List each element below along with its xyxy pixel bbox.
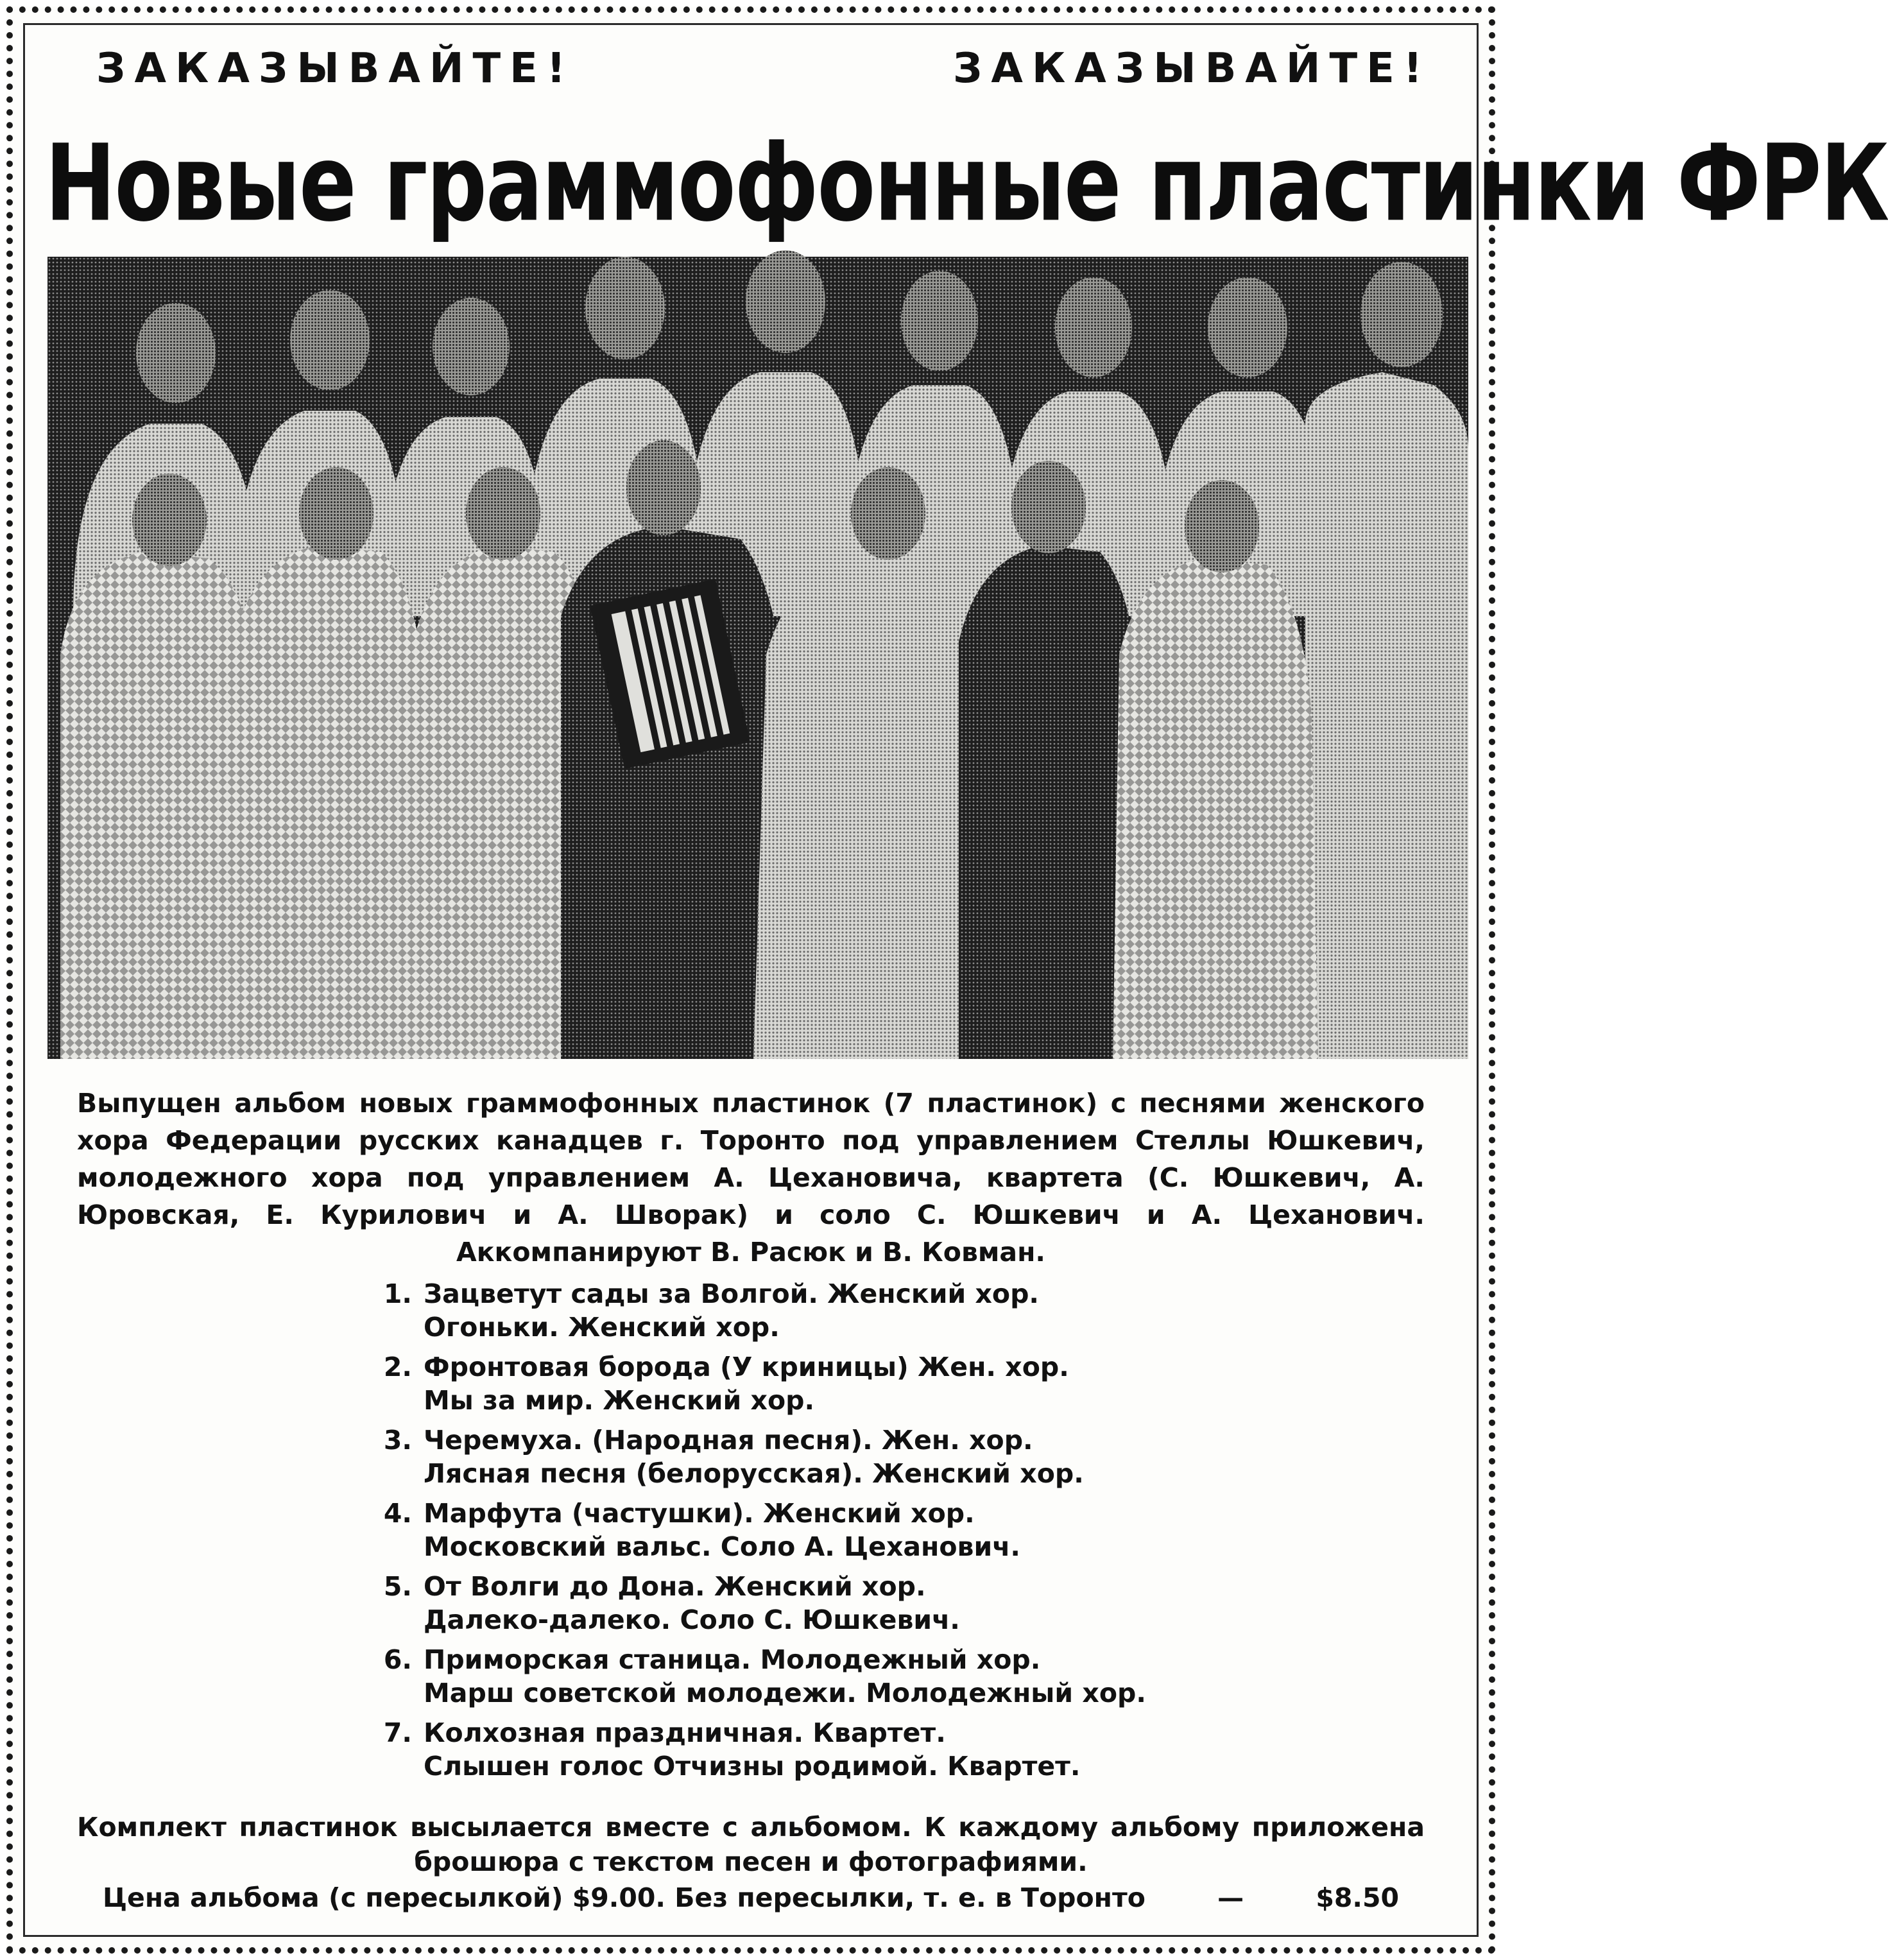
record-item	[372, 1497, 1271, 1563]
record-number: 5.	[383, 1571, 412, 1602]
record-side-a: Приморская станица. Молодежный хор.	[424, 1644, 1041, 1675]
record-number: 6.	[383, 1644, 412, 1675]
record-side-a: От Волги до Дона. Женский хор.	[424, 1571, 926, 1602]
record-number: 4.	[383, 1498, 412, 1529]
price-dash: —	[1217, 1882, 1244, 1913]
record-number: 1.	[383, 1278, 412, 1309]
record-list	[372, 1277, 1271, 1789]
ad-headline: Новые граммофонные пластинки ФРК	[45, 122, 1888, 246]
price-local: $8.50	[1316, 1882, 1399, 1913]
record-side-b: Далеко-далеко. Соло С. Юшкевич.	[424, 1604, 960, 1635]
record-side-b: Слышен голос Отчизны родимой. Квартет.	[424, 1751, 1081, 1782]
choir-group-photo	[47, 257, 1468, 1059]
record-side-a: Марфута (частушки). Женский хор.	[424, 1498, 975, 1529]
record-side-b: Огоньки. Женский хор.	[424, 1312, 780, 1343]
order-call-right: ЗАКАЗЫВАЙТЕ!	[952, 45, 1431, 92]
album-description: Выпущен альбом новых граммофонных пластинок (7 пластинок) с песнями женского хора Федерации русских канадцев г. Торонто под управлением Стеллы Юшкевич, молодежного хора под управлением А. Цехановича, квартета (С. Юшкевич, А. Юровская, Е. Курилович и А. Шворак) и соло С. Юшкевич и А. Цеханович. Аккомпанируют В. Расюк и В. Ковман.	[77, 1088, 1425, 1268]
record-side-b: Мы за мир. Женский хор.	[424, 1385, 815, 1416]
record-side-a: Зацветут сады за Волгой. Женский хор.	[424, 1278, 1039, 1309]
shipping-note: Комплект пластинок высылается вместе с альбомом. К каждому альбому приложена брошюра с текстом песен и фотографиями.	[77, 1812, 1425, 1877]
price-text: Цена альбома (с пересылкой) $9.00. Без пересылки, т. е. в Торонто	[103, 1882, 1146, 1913]
record-number: 3.	[383, 1425, 412, 1456]
record-item	[372, 1643, 1271, 1710]
record-side-a: Черемуха. (Народная песня). Жен. хор.	[424, 1425, 1033, 1456]
price-line	[103, 1880, 1399, 1915]
record-side-b: Московский вальс. Соло А. Цеханович.	[424, 1531, 1020, 1562]
record-item	[372, 1350, 1271, 1417]
record-number: 2.	[383, 1352, 412, 1382]
record-item	[372, 1423, 1271, 1490]
record-number: 7.	[383, 1717, 412, 1748]
record-item	[372, 1570, 1271, 1637]
record-item	[372, 1277, 1271, 1344]
record-side-a: Фронтовая борода (У криницы) Жен. хор.	[424, 1352, 1069, 1382]
order-call-left: ЗАКАЗЫВАЙТЕ!	[96, 45, 575, 92]
record-item	[372, 1716, 1271, 1783]
record-side-b: Марш советской молодежи. Молодежный хор.	[424, 1678, 1146, 1708]
record-side-b: Лясная песня (белорусская). Женский хор.	[424, 1458, 1084, 1489]
record-side-a: Колхозная праздничная. Квартет.	[424, 1717, 946, 1748]
